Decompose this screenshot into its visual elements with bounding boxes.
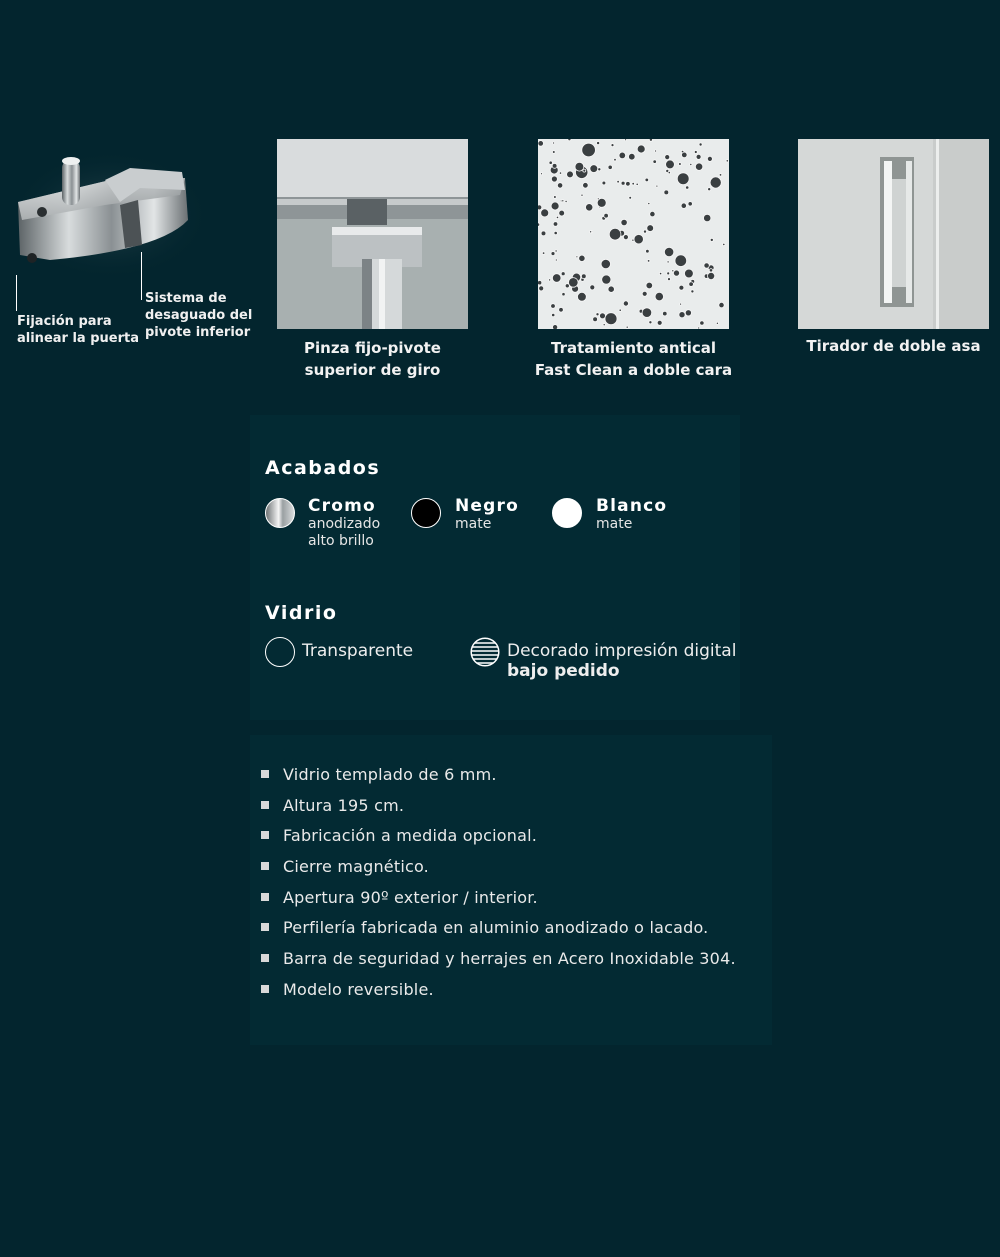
finishes-title: Acabados xyxy=(265,457,381,479)
finish-black xyxy=(455,497,519,533)
bullet-icon xyxy=(261,801,269,809)
bullet-icon xyxy=(261,985,269,993)
bullet-icon xyxy=(261,923,269,931)
antical-treatment-photo xyxy=(538,139,729,329)
feature-item: Fabricación a medida opcional. xyxy=(261,826,537,845)
double-handle-caption: Tirador de doble asa xyxy=(806,337,981,355)
feature-item: Altura 195 cm. xyxy=(261,796,404,815)
callout-line-left xyxy=(16,275,17,311)
white-swatch xyxy=(552,498,582,528)
bullet-icon xyxy=(261,770,269,778)
hardware-label-right: Sistema de desaguado del pivote inferior xyxy=(145,291,253,340)
feature-item: Cierre magnético. xyxy=(261,857,429,876)
feature-item: Vidrio templado de 6 mm. xyxy=(261,765,497,784)
glass-decorated xyxy=(507,641,736,681)
bullet-icon xyxy=(261,954,269,962)
clamp-pivot-photo xyxy=(277,139,468,329)
finish-sub: alto brillo xyxy=(308,533,374,549)
feature-item: Modelo reversible. xyxy=(261,980,434,999)
decorated-glass-icon xyxy=(470,637,500,667)
bullet-icon xyxy=(261,862,269,870)
finish-name: Negro xyxy=(455,496,519,516)
finish-chrome xyxy=(308,497,380,550)
finish-white xyxy=(596,497,667,533)
clamp-pivot-caption: Pinza fijo-pivote superior de giro xyxy=(304,339,441,379)
bullet-icon xyxy=(261,831,269,839)
glass-title: Vidrio xyxy=(265,602,338,624)
hardware-label-left: Fijación para alinear la puerta xyxy=(17,314,139,346)
glass-label: Transparente xyxy=(302,641,414,661)
black-swatch xyxy=(411,498,441,528)
callout-line-right xyxy=(141,252,142,300)
pivot-hardware-illustration xyxy=(10,150,210,280)
finish-sub: anodizado xyxy=(308,516,381,532)
glass-label-bold: bajo pedido xyxy=(507,661,620,681)
antical-treatment-caption: Tratamiento antical Fast Clean a doble cara xyxy=(534,339,733,379)
chrome-swatch xyxy=(265,498,295,528)
feature-item: Perfilería fabricada en aluminio anodizado o lacado. xyxy=(261,918,708,937)
finish-name: Blanco xyxy=(596,496,668,516)
double-handle-photo xyxy=(798,139,989,329)
finish-name: Cromo xyxy=(308,496,376,516)
feature-item: Barra de seguridad y herrajes en Acero Inoxidable 304. xyxy=(261,949,736,968)
glass-transparent xyxy=(302,641,413,661)
bullet-icon xyxy=(261,893,269,901)
transparent-glass-icon xyxy=(265,637,295,667)
glass-label: Decorado impresión digital xyxy=(507,641,737,661)
finish-sub: mate xyxy=(455,516,492,532)
feature-item: Apertura 90º exterior / interior. xyxy=(261,888,538,907)
finish-sub: mate xyxy=(596,516,633,532)
